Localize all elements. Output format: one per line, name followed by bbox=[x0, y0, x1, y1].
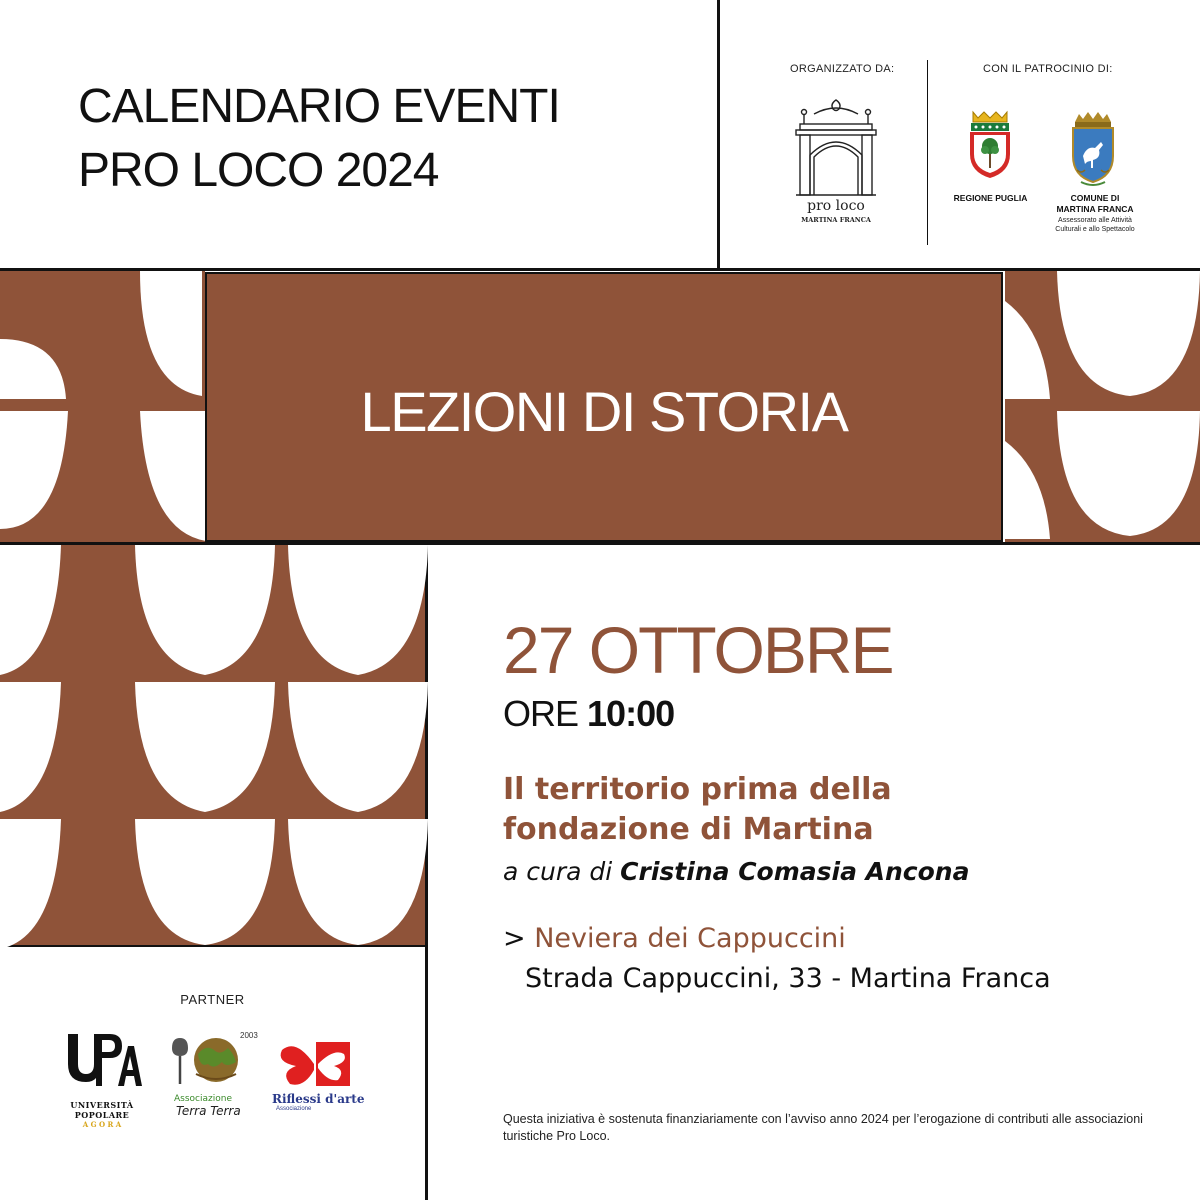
riflessi-line-2: Associazione bbox=[276, 1106, 312, 1112]
butterfly-icon bbox=[276, 1040, 356, 1088]
scallop-pattern-icon bbox=[1005, 271, 1200, 542]
lecture-title-line-1: Il territorio prima della bbox=[503, 772, 892, 807]
divider-main-vertical bbox=[425, 542, 428, 1200]
upa-mark-icon bbox=[62, 1030, 142, 1090]
event-time-value: 10:00 bbox=[587, 693, 675, 734]
divider-logos bbox=[927, 60, 928, 245]
event-date: 27 OTTOBRE bbox=[503, 613, 893, 687]
svg-text:MARTINA FRANCA: MARTINA FRANCA bbox=[801, 216, 871, 224]
regione-puglia-crest bbox=[965, 108, 1015, 180]
divider-header-vertical bbox=[717, 0, 720, 270]
terra-terra-logo bbox=[166, 1030, 256, 1125]
comune-department bbox=[1035, 216, 1155, 234]
title-line-2: PRO LOCO 2024 bbox=[78, 144, 439, 197]
regione-puglia-name: REGIONE PUGLIA bbox=[953, 193, 1028, 203]
upa-line-3: A G O R A bbox=[82, 1120, 122, 1129]
decorative-pattern-left bbox=[0, 271, 205, 542]
event-series-banner bbox=[205, 272, 1003, 542]
comune-department-line-1: Assessorato alle Attività bbox=[1058, 217, 1132, 224]
scallop-pattern-icon bbox=[0, 545, 425, 945]
scallop-pattern-icon bbox=[0, 271, 205, 542]
globe-shovel-icon bbox=[166, 1030, 256, 1090]
comune-shield-icon bbox=[1065, 110, 1121, 188]
event-time-prefix: ORE bbox=[503, 693, 579, 734]
curator-name: Cristina Comasia Ancona bbox=[620, 857, 970, 886]
lecture-title-line-2: fondazione di Martina bbox=[503, 812, 874, 847]
comune-name-line-1: COMUNE DI bbox=[1070, 193, 1120, 203]
regione-puglia-shield-icon bbox=[965, 108, 1015, 180]
svg-text:2003: 2003 bbox=[240, 1031, 258, 1040]
decorative-pattern-lower-left bbox=[0, 545, 425, 945]
organizer-label: ORGANIZZATO DA: bbox=[790, 63, 895, 75]
pro-loco-logo bbox=[786, 96, 886, 228]
decorative-pattern-right bbox=[1005, 271, 1200, 542]
funding-note: Questa iniziativa è sostenuta finanziariamente con l’avviso anno 2024 per l’erogazione di contributi alle associazioni turistiche Pro Loco. bbox=[503, 1112, 1143, 1143]
riflessi-line-1: Riflessi d'arte bbox=[272, 1092, 365, 1106]
curator-line bbox=[503, 857, 969, 886]
arch-icon bbox=[786, 96, 886, 228]
patronage-label: CON IL PATROCINIO DI: bbox=[983, 63, 1113, 75]
event-time bbox=[503, 693, 674, 735]
title-line-1: CALENDARIO EVENTI bbox=[78, 80, 560, 133]
venue-name: Neviera dei Cappuccini bbox=[534, 923, 846, 954]
upa-line-2: POPOLARE bbox=[74, 1110, 130, 1120]
divider-partner-top bbox=[0, 945, 427, 947]
riflessi-darte-logo bbox=[272, 1040, 365, 1120]
upa-line-1: UNIVERSITÀ bbox=[70, 1100, 134, 1110]
terra-terra-line-2: Terra Terra bbox=[176, 1104, 241, 1118]
terra-terra-line-1: Associazione bbox=[174, 1094, 232, 1104]
comune-department-line-2: Culturali e allo Spettacolo bbox=[1055, 226, 1135, 233]
curator-prefix: a cura di bbox=[503, 857, 613, 886]
venue-address: Strada Cappuccini, 33 - Martina Franca bbox=[525, 963, 1051, 994]
lecture-title bbox=[503, 770, 892, 850]
martina-franca-crest bbox=[1065, 110, 1121, 188]
event-series-title: LEZIONI DI STORIA bbox=[360, 380, 848, 443]
page-title bbox=[78, 75, 560, 203]
venue-marker: > bbox=[503, 923, 526, 954]
venue-line bbox=[503, 923, 846, 954]
comune-name bbox=[1045, 193, 1145, 215]
svg-text:pro loco: pro loco bbox=[807, 198, 865, 214]
partner-label: PARTNER bbox=[180, 992, 245, 1007]
upa-logo bbox=[62, 1030, 142, 1130]
comune-name-line-2: MARTINA FRANCA bbox=[1056, 204, 1134, 214]
